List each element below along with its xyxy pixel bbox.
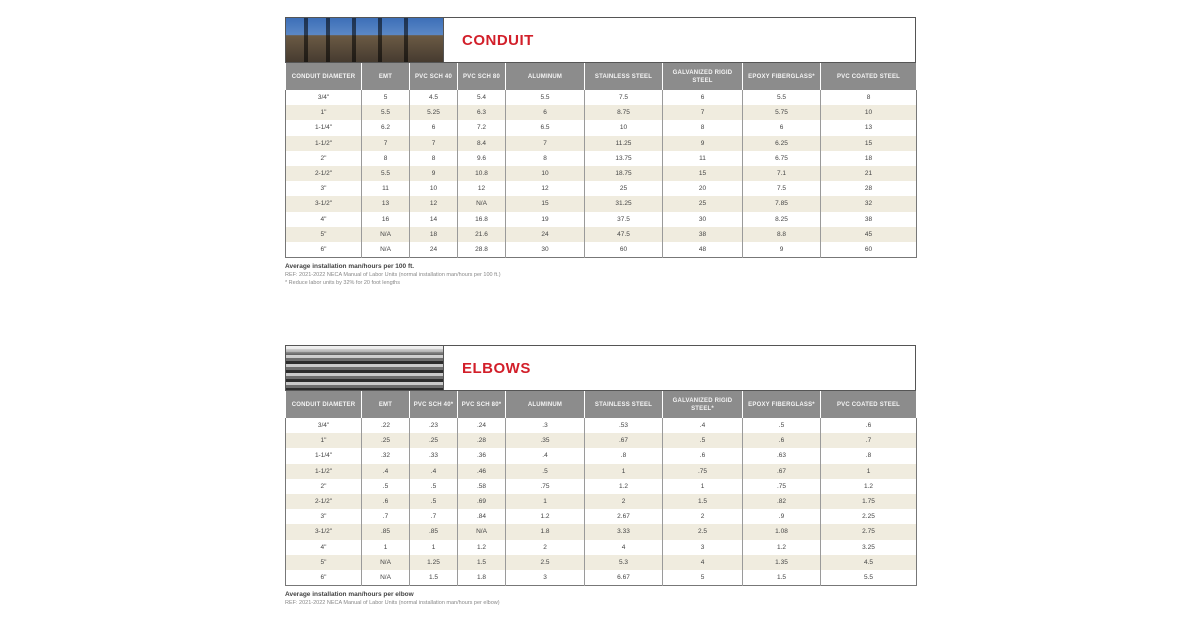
conduit-column-header: EMT xyxy=(362,63,410,90)
value-cell: 60 xyxy=(585,242,663,258)
table-row xyxy=(286,181,917,196)
diameter-cell: 1-1/4" xyxy=(286,120,362,135)
value-cell: 1.2 xyxy=(743,540,821,555)
value-cell: 6.75 xyxy=(743,151,821,166)
conduit-section xyxy=(285,17,916,286)
value-cell: .8 xyxy=(585,448,663,463)
value-cell: 12 xyxy=(410,196,458,211)
value-cell: .5 xyxy=(362,479,410,494)
table-row xyxy=(286,464,917,479)
elbows-note: REF: 2021-2022 NECA Manual of Labor Units (normal installation man/hours per elbow) xyxy=(285,600,500,607)
value-cell: N/A xyxy=(362,555,410,570)
value-cell: 14 xyxy=(410,212,458,227)
elbows-note-title: Average installation man/hours per elbow xyxy=(285,591,414,599)
diameter-cell: 5" xyxy=(286,227,362,242)
diameter-cell: 2" xyxy=(286,479,362,494)
value-cell: 7.5 xyxy=(585,90,663,105)
value-cell: 1.2 xyxy=(821,479,917,494)
diameter-cell: 2" xyxy=(286,151,362,166)
conduit-column-header: STAINLESS STEEL xyxy=(585,63,663,90)
value-cell: 2.67 xyxy=(585,509,663,524)
value-cell: .3 xyxy=(506,418,585,433)
value-cell: 13 xyxy=(362,196,410,211)
value-cell: .33 xyxy=(410,448,458,463)
value-cell: 1 xyxy=(663,479,743,494)
value-cell: 8 xyxy=(362,151,410,166)
value-cell: 1.8 xyxy=(506,524,585,539)
diameter-cell: 1-1/4" xyxy=(286,448,362,463)
elbows-column-header: CONDUIT DIAMETER xyxy=(286,391,362,418)
elbows-column-header: EPOXY FIBERGLASS* xyxy=(743,391,821,418)
value-cell: .75 xyxy=(506,479,585,494)
diameter-cell: 1" xyxy=(286,433,362,448)
elbows-column-header: EMT xyxy=(362,391,410,418)
value-cell: 6.2 xyxy=(362,120,410,135)
value-cell: 2.5 xyxy=(663,524,743,539)
elbows-column-header: ALUMINUM xyxy=(506,391,585,418)
value-cell: .84 xyxy=(458,509,506,524)
value-cell: .85 xyxy=(410,524,458,539)
conduit-note-title: Average installation man/hours per 100 ft. xyxy=(285,263,415,271)
elbows-table xyxy=(285,391,917,586)
value-cell: 38 xyxy=(821,212,917,227)
value-cell: 6.5 xyxy=(506,120,585,135)
conduit-title: CONDUIT xyxy=(443,18,915,62)
value-cell: 9 xyxy=(410,166,458,181)
value-cell: 1.5 xyxy=(410,570,458,586)
value-cell: 8.25 xyxy=(743,212,821,227)
conduit-header xyxy=(285,17,916,63)
value-cell: 15 xyxy=(506,196,585,211)
value-cell: 5.5 xyxy=(821,570,917,586)
value-cell: 9 xyxy=(663,136,743,151)
value-cell: 18 xyxy=(410,227,458,242)
value-cell: 30 xyxy=(663,212,743,227)
value-cell: 11 xyxy=(663,151,743,166)
value-cell: 4 xyxy=(663,555,743,570)
value-cell: 5.4 xyxy=(458,90,506,105)
value-cell: .25 xyxy=(362,433,410,448)
value-cell: 2.25 xyxy=(821,509,917,524)
diameter-cell: 3-1/2" xyxy=(286,196,362,211)
value-cell: 1.35 xyxy=(743,555,821,570)
value-cell: 1 xyxy=(585,464,663,479)
diameter-cell: 3/4" xyxy=(286,90,362,105)
value-cell: .8 xyxy=(821,448,917,463)
table-row xyxy=(286,524,917,539)
value-cell: 18.75 xyxy=(585,166,663,181)
value-cell: 6 xyxy=(743,120,821,135)
table-row xyxy=(286,540,917,555)
table-row xyxy=(286,448,917,463)
value-cell: 8 xyxy=(410,151,458,166)
value-cell: 9 xyxy=(743,242,821,258)
table-row xyxy=(286,136,917,151)
table-row xyxy=(286,242,917,258)
elbows-column-header: PVC SCH 80* xyxy=(458,391,506,418)
value-cell: N/A xyxy=(458,196,506,211)
value-cell: 10 xyxy=(410,181,458,196)
value-cell: .24 xyxy=(458,418,506,433)
value-cell: 3 xyxy=(506,570,585,586)
value-cell: 38 xyxy=(663,227,743,242)
value-cell: 37.5 xyxy=(585,212,663,227)
value-cell: .46 xyxy=(458,464,506,479)
value-cell: 48 xyxy=(663,242,743,258)
value-cell: .67 xyxy=(743,464,821,479)
table-row xyxy=(286,509,917,524)
value-cell: N/A xyxy=(362,242,410,258)
elbows-title: ELBOWS xyxy=(443,346,915,390)
value-cell: 5.5 xyxy=(362,166,410,181)
value-cell: .22 xyxy=(362,418,410,433)
conduit-column-header: CONDUIT DIAMETER xyxy=(286,63,362,90)
value-cell: 21 xyxy=(821,166,917,181)
value-cell: 8 xyxy=(821,90,917,105)
value-cell: 10 xyxy=(506,166,585,181)
table-row xyxy=(286,166,917,181)
value-cell: .7 xyxy=(410,509,458,524)
value-cell: 8 xyxy=(663,120,743,135)
value-cell: .75 xyxy=(663,464,743,479)
value-cell: 1.2 xyxy=(585,479,663,494)
diameter-cell: 3-1/2" xyxy=(286,524,362,539)
value-cell: 5.75 xyxy=(743,105,821,120)
table-row xyxy=(286,227,917,242)
value-cell: 9.6 xyxy=(458,151,506,166)
value-cell: 30 xyxy=(506,242,585,258)
elbows-column-header: GALVANIZED RIGID STEEL* xyxy=(663,391,743,418)
value-cell: N/A xyxy=(458,524,506,539)
table-row xyxy=(286,418,917,433)
value-cell: 1 xyxy=(506,494,585,509)
value-cell: 2 xyxy=(506,540,585,555)
conduit-column-header: PVC SCH 40 xyxy=(410,63,458,90)
value-cell: 5.25 xyxy=(410,105,458,120)
value-cell: 6.67 xyxy=(585,570,663,586)
value-cell: 32 xyxy=(821,196,917,211)
value-cell: 24 xyxy=(506,227,585,242)
conduit-note: * Reduce labor units by 32% for 20 foot lengths xyxy=(285,280,400,287)
conduit-photo xyxy=(286,18,443,62)
table-row xyxy=(286,151,917,166)
value-cell: 1.5 xyxy=(743,570,821,586)
value-cell: 1.75 xyxy=(821,494,917,509)
value-cell: .69 xyxy=(458,494,506,509)
value-cell: .5 xyxy=(743,418,821,433)
conduit-table-body xyxy=(286,90,917,258)
value-cell: .25 xyxy=(410,433,458,448)
value-cell: .6 xyxy=(663,448,743,463)
value-cell: 13.75 xyxy=(585,151,663,166)
value-cell: 15 xyxy=(821,136,917,151)
value-cell: 10 xyxy=(821,105,917,120)
value-cell: 1 xyxy=(410,540,458,555)
value-cell: 1 xyxy=(821,464,917,479)
elbows-header xyxy=(285,345,916,391)
value-cell: 16 xyxy=(362,212,410,227)
value-cell: 7 xyxy=(506,136,585,151)
value-cell: 1.08 xyxy=(743,524,821,539)
value-cell: 8.8 xyxy=(743,227,821,242)
value-cell: 60 xyxy=(821,242,917,258)
diameter-cell: 6" xyxy=(286,242,362,258)
value-cell: 6.3 xyxy=(458,105,506,120)
value-cell: 5.5 xyxy=(506,90,585,105)
value-cell: 6 xyxy=(506,105,585,120)
value-cell: N/A xyxy=(362,227,410,242)
value-cell: 4.5 xyxy=(410,90,458,105)
conduit-column-header: ALUMINUM xyxy=(506,63,585,90)
value-cell: 19 xyxy=(506,212,585,227)
elbows-table-body xyxy=(286,418,917,586)
value-cell: 4 xyxy=(585,540,663,555)
value-cell: .23 xyxy=(410,418,458,433)
value-cell: 7 xyxy=(362,136,410,151)
elbows-header-row xyxy=(286,391,917,418)
elbows-section xyxy=(285,345,916,606)
elbows-photo xyxy=(286,346,443,390)
elbows-column-header: STAINLESS STEEL xyxy=(585,391,663,418)
value-cell: .5 xyxy=(410,479,458,494)
value-cell: .28 xyxy=(458,433,506,448)
value-cell: .6 xyxy=(743,433,821,448)
value-cell: .4 xyxy=(362,464,410,479)
value-cell: 1.25 xyxy=(410,555,458,570)
value-cell: 25 xyxy=(585,181,663,196)
value-cell: 6.25 xyxy=(743,136,821,151)
value-cell: 8.75 xyxy=(585,105,663,120)
value-cell: .5 xyxy=(663,433,743,448)
conduit-column-header: PVC COATED STEEL xyxy=(821,63,917,90)
diameter-cell: 4" xyxy=(286,540,362,555)
elbows-column-header: PVC SCH 40* xyxy=(410,391,458,418)
value-cell: 3 xyxy=(663,540,743,555)
value-cell: 12 xyxy=(458,181,506,196)
value-cell: .6 xyxy=(362,494,410,509)
value-cell: 15 xyxy=(663,166,743,181)
diameter-cell: 2-1/2" xyxy=(286,166,362,181)
value-cell: 20 xyxy=(663,181,743,196)
conduit-table xyxy=(285,63,917,258)
diameter-cell: 1-1/2" xyxy=(286,464,362,479)
value-cell: .7 xyxy=(362,509,410,524)
value-cell: 2 xyxy=(585,494,663,509)
value-cell: .85 xyxy=(362,524,410,539)
value-cell: .5 xyxy=(506,464,585,479)
value-cell: 7.2 xyxy=(458,120,506,135)
value-cell: .9 xyxy=(743,509,821,524)
value-cell: 10 xyxy=(585,120,663,135)
value-cell: 7.1 xyxy=(743,166,821,181)
value-cell: 13 xyxy=(821,120,917,135)
value-cell: .36 xyxy=(458,448,506,463)
diameter-cell: 6" xyxy=(286,570,362,586)
value-cell: 11 xyxy=(362,181,410,196)
value-cell: 1.2 xyxy=(458,540,506,555)
conduit-header-row xyxy=(286,63,917,90)
value-cell: .35 xyxy=(506,433,585,448)
value-cell: .32 xyxy=(362,448,410,463)
value-cell: .53 xyxy=(585,418,663,433)
value-cell: 1.8 xyxy=(458,570,506,586)
value-cell: .5 xyxy=(410,494,458,509)
value-cell: 3.33 xyxy=(585,524,663,539)
value-cell: 8 xyxy=(506,151,585,166)
value-cell: 1.2 xyxy=(506,509,585,524)
value-cell: 16.8 xyxy=(458,212,506,227)
value-cell: 11.25 xyxy=(585,136,663,151)
table-row xyxy=(286,494,917,509)
value-cell: 10.8 xyxy=(458,166,506,181)
value-cell: .4 xyxy=(506,448,585,463)
value-cell: .67 xyxy=(585,433,663,448)
value-cell: 47.5 xyxy=(585,227,663,242)
value-cell: 6 xyxy=(663,90,743,105)
value-cell: .6 xyxy=(821,418,917,433)
value-cell: .58 xyxy=(458,479,506,494)
value-cell: .7 xyxy=(821,433,917,448)
conduit-note: REF: 2021-2022 NECA Manual of Labor Units (normal installation man/hours per 100 ft.) xyxy=(285,272,501,279)
value-cell: N/A xyxy=(362,570,410,586)
elbows-column-header: PVC COATED STEEL xyxy=(821,391,917,418)
diameter-cell: 3/4" xyxy=(286,418,362,433)
value-cell: 5.3 xyxy=(585,555,663,570)
value-cell: .63 xyxy=(743,448,821,463)
value-cell: 4.5 xyxy=(821,555,917,570)
value-cell: 1.5 xyxy=(458,555,506,570)
table-row xyxy=(286,433,917,448)
value-cell: 2.5 xyxy=(506,555,585,570)
value-cell: 5 xyxy=(663,570,743,586)
value-cell: 5.5 xyxy=(362,105,410,120)
value-cell: 5.5 xyxy=(743,90,821,105)
value-cell: 18 xyxy=(821,151,917,166)
value-cell: .4 xyxy=(410,464,458,479)
value-cell: .75 xyxy=(743,479,821,494)
value-cell: 25 xyxy=(663,196,743,211)
value-cell: 2.75 xyxy=(821,524,917,539)
value-cell: 28.8 xyxy=(458,242,506,258)
value-cell: 12 xyxy=(506,181,585,196)
value-cell: .82 xyxy=(743,494,821,509)
diameter-cell: 5" xyxy=(286,555,362,570)
diameter-cell: 3" xyxy=(286,181,362,196)
value-cell: 2 xyxy=(663,509,743,524)
table-row xyxy=(286,90,917,105)
diameter-cell: 2-1/2" xyxy=(286,494,362,509)
diameter-cell: 4" xyxy=(286,212,362,227)
conduit-column-header: EPOXY FIBERGLASS* xyxy=(743,63,821,90)
value-cell: 3.25 xyxy=(821,540,917,555)
value-cell: 7.5 xyxy=(743,181,821,196)
conduit-column-header: PVC SCH 80 xyxy=(458,63,506,90)
value-cell: 1 xyxy=(362,540,410,555)
table-row xyxy=(286,120,917,135)
table-row xyxy=(286,555,917,570)
value-cell: 8.4 xyxy=(458,136,506,151)
value-cell: 7.85 xyxy=(743,196,821,211)
value-cell: 45 xyxy=(821,227,917,242)
table-row xyxy=(286,212,917,227)
value-cell: 31.25 xyxy=(585,196,663,211)
value-cell: 1.5 xyxy=(663,494,743,509)
diameter-cell: 1-1/2" xyxy=(286,136,362,151)
table-row xyxy=(286,105,917,120)
value-cell: 24 xyxy=(410,242,458,258)
diameter-cell: 3" xyxy=(286,509,362,524)
value-cell: .4 xyxy=(663,418,743,433)
value-cell: 5 xyxy=(362,90,410,105)
value-cell: 7 xyxy=(410,136,458,151)
value-cell: 21.6 xyxy=(458,227,506,242)
conduit-column-header: GALVANIZED RIGID STEEL xyxy=(663,63,743,90)
value-cell: 7 xyxy=(663,105,743,120)
value-cell: 6 xyxy=(410,120,458,135)
table-row xyxy=(286,196,917,211)
value-cell: 28 xyxy=(821,181,917,196)
table-row xyxy=(286,479,917,494)
table-row xyxy=(286,570,917,586)
diameter-cell: 1" xyxy=(286,105,362,120)
